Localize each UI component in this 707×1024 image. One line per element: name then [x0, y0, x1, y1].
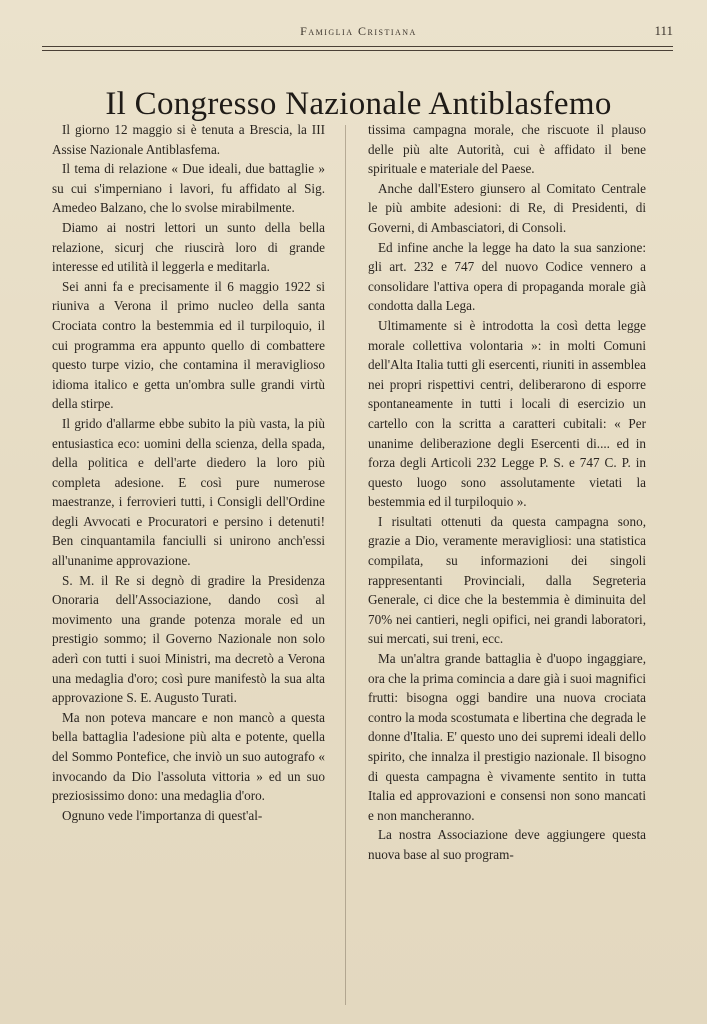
- paragraph: Diamo ai nostri lettori un sunto della bella relazione, sicurj che riuscirà loro di grande interesse ed utilità il leggerla e meditarla.: [52, 219, 325, 275]
- paragraph: Anche dall'Estero giunsero al Comitato Centrale le più ambite adesioni: di Re, di Presidenti, di Governi, di Ambasciatori, di Consoli.: [368, 180, 646, 235]
- paragraph: Il grido d'allarme ebbe subito la più vasta, la più entusiastica eco: uomini della scienza, della spada, della politica e dell'arte diedero la loro più completa adesione. E così pure numerose maestranze, i ferrovieri tutti, i Consigli dell'Ordine degli Avvocati e Procuratori e persino i detenuti! Ben cinquantamila fanciulli si unirono anch'essi all'unanime approvazione.: [52, 415, 325, 569]
- running-header: [40, 22, 677, 44]
- paragraph: S. M. il Re si degnò di gradire la Presidenza Onoraria dell'Associazione, dando così al movimento una grande potenza morale ed un prestigio sommo; il Governo Nazionale non solo aderì con tutti i suoi Ministri, ma decretò a Verona una medaglia d'oro; così pure manifestò la sua alta approvazione S. E. Augusto Turati.: [52, 572, 325, 706]
- page-number: 111: [654, 23, 673, 38]
- paragraph: Ma non poteva mancare e non mancò a questa bella battaglia l'adesione più alta e potente, quella del Sommo Pontefice, che inviò un suo autografo « invocando da Dio l'assoluta vittoria » ed un suo preziosissimo dono: una medaglia d'oro.: [52, 709, 325, 804]
- header-rule-top: [42, 46, 673, 47]
- paragraph: Ultimamente si è introdotta la così detta legge morale collettiva volontaria »: in molti Comuni dell'Alta Italia tutti gli esercenti, riuniti in assemblea nei propri rispettivi centri, deliberarono di esporre spontaneamente in tutti i locali di esercizio un cartello con la scritta a caratteri cubitali: « Per unanime deliberazione degli Esercenti di.... ed in forza degli Articoli 232 Legge P. S. e 747 C. P. in questo luogo sono assolutamente vietati la bestemmia ed il turpiloquio ».: [368, 317, 646, 510]
- header-rule-bottom: [42, 50, 673, 51]
- paragraph: Il giorno 12 maggio si è tenuta a Brescia, la III Assise Nazionale Antiblasfema.: [52, 122, 325, 157]
- right-column: [368, 120, 646, 865]
- paragraph: La nostra Associazione deve aggiungere questa nuova base al suo program-: [368, 827, 646, 862]
- paragraph: tissima campagna morale, che riscuote il plauso delle più alte Autorità, cui è affidato il bene spirituale e materiale del Paese.: [368, 122, 646, 177]
- paragraph: I risultati ottenuti da questa campagna sono, grazie a Dio, veramente meravigliosi: una statistica compilata, su informazioni dei singoli rappresentanti Provinciali, dalla Segreteria Generale, ci dice che la bestemmia è diminuita del 70% nei cantieri, negli opifici, nei grandi laboratori, sui mercati, sui treni, ecc.: [368, 513, 646, 647]
- running-title: Famiglia Cristiana: [300, 24, 417, 38]
- column-divider: [345, 125, 346, 1005]
- paragraph: Ognuno vede l'importanza di quest'al-: [62, 807, 263, 823]
- left-column: [52, 120, 325, 825]
- paragraph: Ma un'altra grande battaglia è d'uopo ingaggiare, ora che la prima comincia a dare già i suoi magnifici frutti: bisogna oggi bandire una nuova crociata contro la moda scostumata e libertina che degrada le donne d'Italia. E' questo uno dei supremi ideali dello spirito, che innalza il prestigio nazionale. Il bisogno di questa campagna è vivamente sentito in tutta Italia ed approvazioni e consensi non sono mancati e non mancheranno.: [368, 651, 646, 823]
- article-title: Il Congresso Nazionale Antiblasfemo: [105, 86, 612, 123]
- paragraph: Il tema di relazione « Due ideali, due battaglie » su cui s'imperniano i lavori, fu affidato al Sig. Amedeo Balzano, che lo svolse mirabilmente.: [52, 161, 325, 216]
- paragraph: Ed infine anche la legge ha dato la sua sanzione: gli art. 232 e 747 del nuovo Codice vennero a consolidare l'attiva opera di propaganda morale già condotta dalla Lega.: [368, 239, 646, 314]
- paragraph: Sei anni fa e precisamente il 6 maggio 1922 si riuniva a Verona il primo nucleo della santa Crociata contro la bestemmia ed il turpiloquio, il cui programma era appunto quello di combattere questo turpe vizio, che contamina il meraviglioso idioma italico e getta un'ombra sulle grandi virtù della stirpe.: [52, 278, 325, 412]
